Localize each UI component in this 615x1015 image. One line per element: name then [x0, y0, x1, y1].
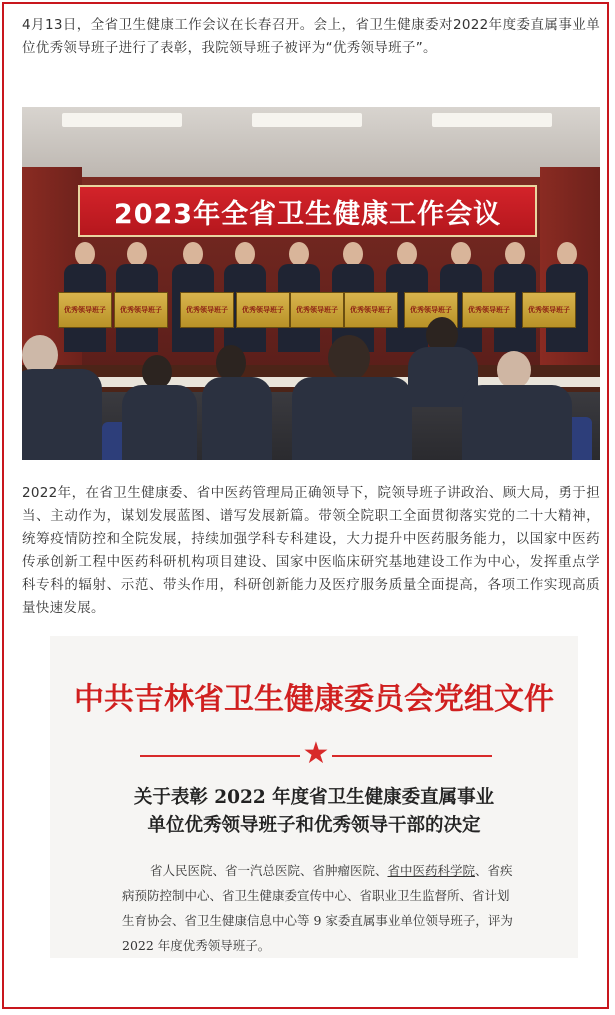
award-plaque: 优秀领导班子 [462, 292, 516, 328]
conference-photo [22, 107, 600, 460]
audience-body [462, 385, 572, 460]
banner-text: 2023年全省卫生健康工作会议 [113, 198, 502, 230]
audience-head [497, 351, 531, 389]
document-body-part-2: 、省疾病预防控制中心、省卫生健康委宣传中心、省职业卫生监督所、省计划生育协会、省卫生健康信息中心等 9 家委直属事业单位领导班子，评为 2022 年度优秀领导班子。 [122, 863, 513, 953]
intro-paragraph: 4月13日，全省卫生健康工作会议在长春召开。会上，省卫生健康委对2022年度委直属事业单位优秀领导班子进行了表彰，我院领导班子被评为“优秀领导班子”。 [22, 17, 600, 56]
audience-body [22, 369, 102, 460]
document-subtitle-line-2: 单位优秀领导班子和优秀领导干部的决定 [147, 815, 481, 836]
document-body [122, 858, 517, 958]
ceiling [22, 107, 600, 177]
award-plaque: 优秀领导班子 [344, 292, 398, 328]
ceiling-light [432, 113, 552, 127]
ceiling-light [252, 113, 362, 127]
audience-head [142, 355, 172, 389]
article-frame [2, 2, 609, 1009]
document-header: 中共吉林省卫生健康委员会党组文件 [74, 682, 554, 717]
award-plaque: 优秀领导班子 [290, 292, 344, 328]
audience-body [122, 385, 197, 460]
red-rule-left [140, 755, 300, 757]
award-plaque: 优秀领导班子 [58, 292, 112, 328]
body-paragraph: 2022年，在省卫生健康委、省中医药管理局正确领导下，院领导班子讲政治、顾大局，勇于担当、主动作为，谋划发展蓝图、谱写发展新篇。带领全院职工全面贯彻落实党的二十大精神，统筹疫情防控和全院发展，持续加强学科专科建设，大力提升中医药服务能力，以国家中医药传承创新工程中医药科研机构项目建设、国家中医临床研究基地建设工作为中心，发挥重点学科专科的辐射、示范、带头作用，科研创新能力及医疗服务质量全面提高，各项工作实现高质量快速发展。 [22, 485, 600, 616]
audience-head [216, 345, 246, 381]
award-plaque: 优秀领导班子 [522, 292, 576, 328]
document-body-underlined: 省中医药科学院 [387, 863, 476, 878]
award-plaque: 优秀领导班子 [404, 292, 458, 328]
audience-head [328, 335, 370, 381]
red-rule-right [332, 755, 492, 757]
ceiling-light [62, 113, 182, 127]
audience-body [292, 377, 412, 460]
award-plaque: 优秀领导班子 [180, 292, 234, 328]
conference-banner [78, 185, 537, 237]
star-icon: ★ [302, 736, 330, 771]
document-body-part-1: 省人民医院、省一汽总医院、省肿瘤医院、 [150, 863, 388, 878]
document-subtitle-line-1: 关于表彰 2022 年度省卫生健康委直属事业 [133, 787, 495, 808]
award-plaque: 优秀领导班子 [236, 292, 290, 328]
audience-body [202, 377, 272, 460]
award-plaque: 优秀领导班子 [114, 292, 168, 328]
document-scan [50, 636, 578, 958]
